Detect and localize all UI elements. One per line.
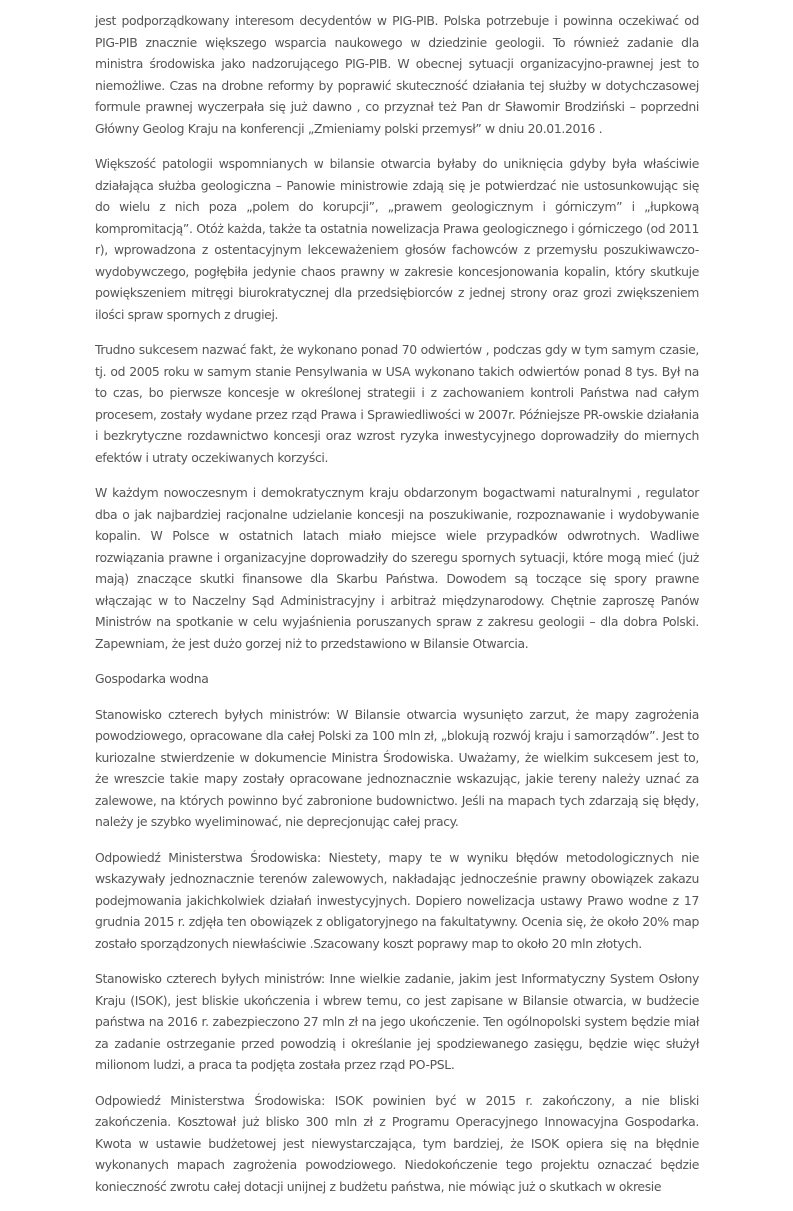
paragraph-flood-maps-response: Odpowiedź Ministerstwa Środowiska: Niestety, mapy te w wyniku błędów metodologicznych nie wskazywały jednoznacznie terenów zalewowych, nakładając jednocześnie prawny obowiązek zakazu podejmowania jakichkolwiek działań inwestycyjnych. Dopiero nowelizacja ustawy Prawo wodne z 17 grudnia 2015 r. zdjęła ten obowiązek z obligatoryjnego na fakultatywny. Ocenia się, że około 20% map zostało sporządzonych niewłaściwie .Szacowany koszt poprawy map to około 20 mln złotych. [95, 849, 699, 951]
paragraph-isok-position: Stanowisko czterech byłych ministrów: Inne wielkie zadanie, jakim jest Informatyczny System Osłony Kraju (ISOK), jest bliskie ukończenia i wbrew temu, co jest zapisane w Bilansie otwarcia, w budżecie państwa na 2016 r. zabezpieczono 27 mln zł na jego ukończenie. Ten ogólnopolski system będzie miał za zadanie ostrzeganie przed powodzią i określanie jej spodziewanego zasięgu, będzie więc służył milionom ludzi, a praca ta podjęta została przez rząd PO-PSL. [95, 971, 699, 1072]
section-heading-water-management: Gospodarka wodna [95, 671, 209, 686]
paragraph-isok-response: Odpowiedź Ministerstwa Środowiska: ISOK powinien być w 2015 r. zakończony, a nie bliski zakończenia. Kosztował już blisko 300 mln zł z Programu Operacyjnego Innowacyjna Gospodarka. Kwota w ustawie budżetowej jest niewystarczająca, tym bardziej, że ISOK opiera się na błędnie wykonanych mapach zagrożenia powodziowego. Niedokończenie tego projektu oznaczać będzie konieczność zwrotu całej dotacji unijnej z budżetu państwa, nie mówiąc już o skutkach w okresie [95, 1092, 699, 1194]
paragraph-flood-maps-position: Stanowisko czterech byłych ministrów: W Bilansie otwarcia wysunięto zarzut, że mapy zagrożenia powodziowego, opracowane dla całej Polski za 100 mln zł, „blokują rozwój kraju i samorządów”. Jest to kuriozalne stwierdzenie w dokumencie Ministra Środowiska. Uważamy, że wielkim sukcesem jest to, że wreszcie takie mapy zostały opracowane jednoznacznie wskazując, jakie tereny należy uznać za zalewowe, na których powinno być zabronione budownictwo. Jeśli na mapach tych zdarzają się błędy, należy je szybko wyeliminować, nie deprecjonując całej pracy. [95, 706, 699, 829]
paragraph-geological-service: Większość patologii wspomnianych w bilansie otwarcia byłaby do uniknięcia gdyby była właściwie działająca służba geologiczna – Panowie ministrowie zdają się je potwierdzać nie ustosunkowując się do wielu z nich poza „polem do korupcji”, „prawem geologicznym i górniczym” i „łupkową kompromitacją”. Otóż każda, także ta ostatnia nowelizacja Prawa geologicznego i górniczego (od 2011 r), wprowadzona z ostentacyjnym lekceważeniem głosów fachowców z przemysłu poszukiwawczo-wydobywczego, pogłębiła jedynie chaos prawny w zakresie koncesjonowania kopalin, który skutkuje powiększeniem mitręgi biurokratycznej dla przedsiębiorców z jednej strony oraz grozi zwiększeniem ilości spraw spornych z drugiej. [95, 156, 699, 322]
document-page [95, 10, 699, 1211]
paragraph-concessions: W każdym nowoczesnym i demokratycznym kraju obdarzonym bogactwami naturalnymi , regulator dba o jak najbardziej racjonalne udzielanie koncesji na poszukiwanie, rozpoznawanie i wydobywanie kopalin. W Polsce w ostatnich latach miało miejsce wiele przypadków odwrotnych. Wadliwe rozwiązania prawne i organizacyjne doprowadziły do szeregu spornych sytuacji, które mogą mieć (już mają) znaczące skutki finansowe dla Skarbu Państwa. Dowodem są toczące się spory prawne włączając w to Naczelny Sąd Administracyjny i arbitraż międzynarodowy. Chętnie zaproszę Panów Ministrów na spotkanie w celu wyjaśnienia poruszanych spraw z zakresu geologii – dla dobra Polski. Zapewniam, że jest dużo gorzej niż to przedstawiono w Bilansie Otwarcia. [95, 485, 699, 651]
paragraph-pig-pib: jest podporządkowany interesom decydentów w PIG-PIB. Polska potrzebuje i powinna oczekiwać od PIG-PIB znacznie większego wsparcia naukowego w dziedzinie geologii. To również zadanie dla ministra środowiska jako nadzorującego PIG-PIB. W obecnej sytuacji organizacyjno-prawnej jest to niemożliwe. Czas na drobne reformy by poprawić skuteczność działania tej służby w dotychczasowej formule prawnej wyczerpała się już dawno , co przyznał też Pan dr Sławomir Brodziński – poprzedni Główny Geolog Kraju na konferencji „Zmieniamy polski przemysł” w dniu 20.01.2016 . [95, 13, 699, 136]
paragraph-shale-wells: Trudno sukcesem nazwać fakt, że wykonano ponad 70 odwiertów , podczas gdy w tym samym czasie, tj. od 2005 roku w samym stanie Pensylwania w USA wykonano takich odwiertów ponad 8 tys. Był na to czas, bo pierwsze koncesje w określonej strategii i z zachowaniem kontroli Państwa nad całym procesem, zostały wydane przez rząd Prawa i Sprawiedliwości w 2007r. Późniejsze PR-owskie działania i bezkrytyczne rozdawnictwo koncesji oraz wzrost ryzyka inwestycyjnego doprowadziły do miernych efektów i utraty oczekiwanych korzyści. [95, 342, 699, 465]
